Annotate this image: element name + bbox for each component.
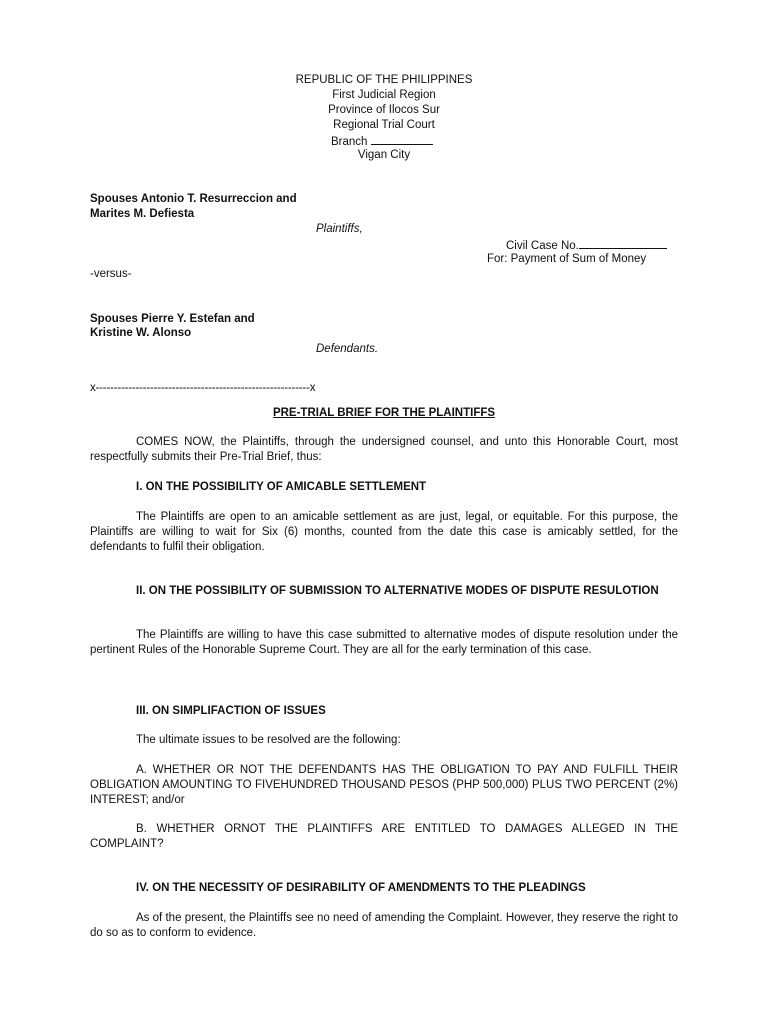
caption-separator: x-----------------------------------------------------------x	[90, 382, 316, 394]
case-number-label: Civil Case No.	[506, 240, 579, 252]
section-3-issue-b: B. WHETHER ORNOT THE PLAINTIFFS ARE ENTITLED TO DAMAGES ALLEGED IN THE COMPLAINT?	[90, 823, 678, 850]
caption-province: Province of Ilocos Sur	[328, 104, 440, 116]
caption-republic: REPUBLIC OF THE PHILIPPINES	[295, 74, 473, 86]
section-3-heading: III. ON SIMPLIFACTION OF ISSUES	[136, 705, 326, 717]
section-4-heading: IV. ON THE NECESSITY OF DESIRABILITY OF AMENDMENTS TO THE PLEADINGS	[136, 882, 586, 894]
court-caption	[0, 73, 768, 133]
defendants-name-line2: Kristine W. Alonso	[90, 327, 192, 339]
plaintiffs-label: Plaintiffs,	[316, 223, 363, 235]
caption-city: Vigan City	[357, 149, 411, 161]
section-3-issue-a: A. WHETHER OR NOT THE DEFENDANTS HAS THE OBLIGATION TO PAY AND FULFILL THEIR OBLIGATION AMOUNTING TO FIVEHUNDRED THOUSAND PESOS (PHP 500,000) PLUS TWO PERCENT (2%) INTEREST; and/or	[90, 764, 678, 806]
section-1-heading: I. ON THE POSSIBILITY OF AMICABLE SETTLEMENT	[136, 481, 427, 493]
section-2-body: The Plaintiffs are willing to have this case submitted to alternative modes of dispute resolution under the pertinent Rules of the Honorable Supreme Court. They are all for the early termination of this case.	[90, 629, 678, 656]
case-subject: For: Payment of Sum of Money	[487, 253, 647, 265]
branch-blank	[371, 133, 433, 145]
branch-label: Branch	[331, 136, 368, 148]
case-number-blank	[579, 237, 667, 249]
plaintiffs-name-line1: Spouses Antonio T. Resurreccion and	[90, 193, 297, 205]
section-4-body: As of the present, the Plaintiffs see no need of amending the Complaint. However, they reserve the right to do so as to conform to evidence.	[90, 912, 678, 939]
defendants-label: Defendants.	[316, 343, 379, 355]
document-title: PRE-TRIAL BRIEF FOR THE PLAINTIFFS	[272, 407, 496, 419]
intro-paragraph: COMES NOW, the Plaintiffs, through the undersigned counsel, and unto this Honorable Court, most respectfully submits their Pre-Trial Brief, thus:	[90, 436, 678, 463]
plaintiffs-name-line2: Marites M. Defiesta	[90, 208, 195, 220]
defendants-name-line1: Spouses Pierre Y. Estefan and	[90, 313, 255, 325]
caption-region: First Judicial Region	[332, 89, 436, 101]
section-3-intro: The ultimate issues to be resolved are the following:	[136, 734, 401, 746]
section-2-heading: II. ON THE POSSIBILITY OF SUBMISSION TO ALTERNATIVE MODES OF DISPUTE RESULOTION	[136, 585, 659, 597]
section-1-body: The Plaintiffs are open to an amicable settlement as are just, legal, or equitable. For this purpose, the Plaintiffs are willing to wait for Six (6) months, counted from the date this case is amicably settled, for the defendants to fulfil their obligation.	[90, 511, 678, 553]
versus-label: -versus-	[90, 268, 132, 280]
caption-court: Regional Trial Court	[333, 119, 435, 131]
